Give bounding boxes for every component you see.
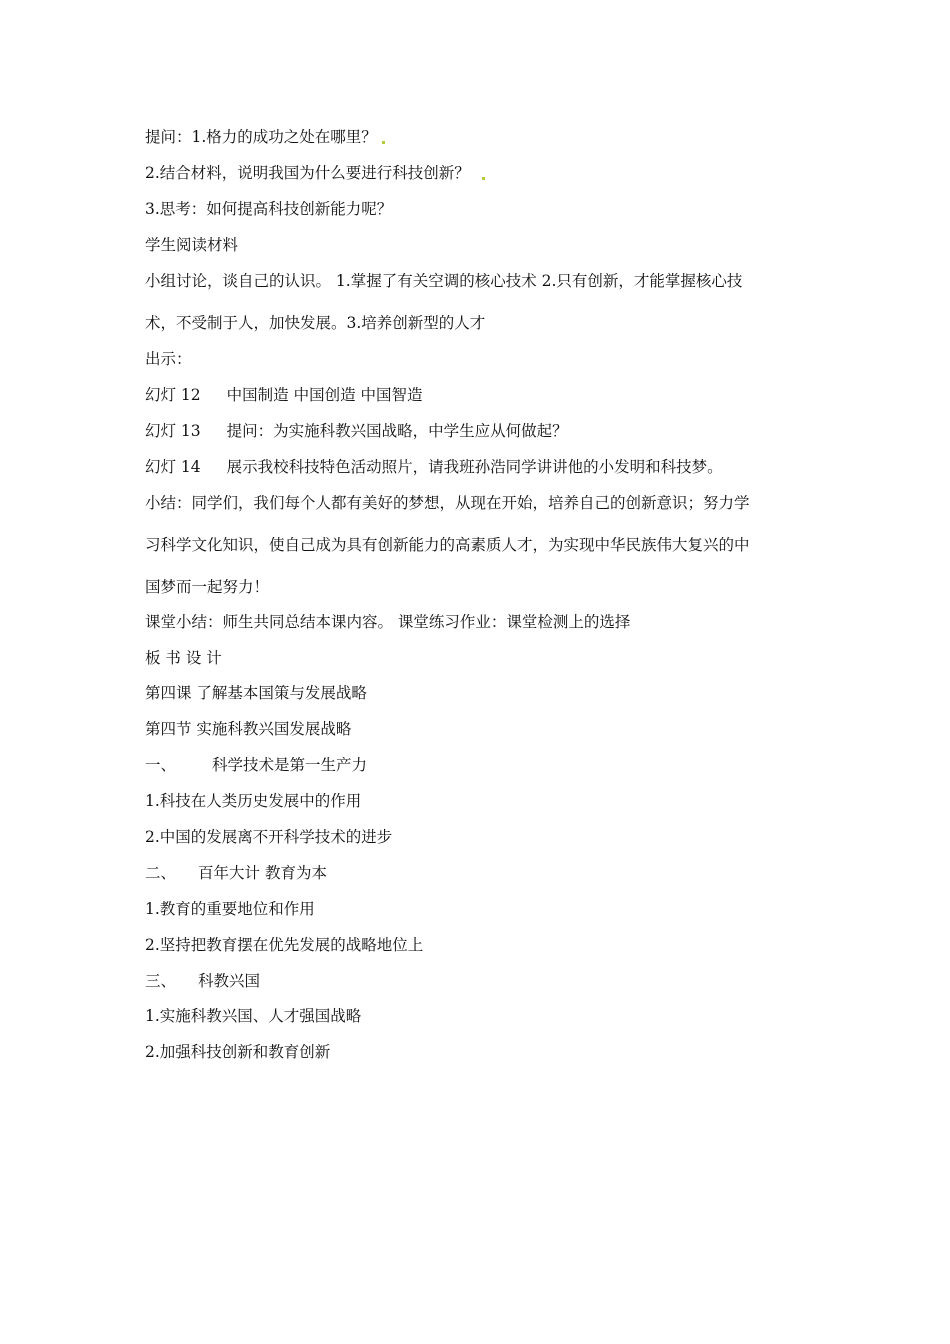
heading-2-text: 百年大计 教育为本 — [198, 864, 327, 882]
question-1-text: 提问：1.格力的成功之处在哪里？ — [145, 128, 377, 146]
summary-line-1: 小结：同学们，我们每个人都有美好的梦想，从现在开始，培养自己的创新意识；努力学 — [145, 494, 750, 512]
heading-2-line — [145, 863, 327, 883]
marker-dot — [482, 177, 485, 180]
slide-13-text: 提问：为实施科教兴国战略，中学生应从何做起？ — [226, 422, 568, 440]
slide-14-text: 展示我校科技特色活动照片，请我班孙浩同学讲讲他的小发明和科技梦。 — [226, 458, 723, 476]
heading-3-item-2: 2.加强科技创新和教育创新 — [145, 1043, 331, 1061]
slide-12-line — [145, 385, 423, 405]
heading-3-text: 科教兴国 — [198, 972, 261, 990]
heading-1-item-2: 2.中国的发展离不开科学技术的进步 — [145, 828, 393, 846]
question-1-line — [145, 127, 385, 147]
heading-2-item-2: 2.坚持把教育摆在优先发展的战略地位上 — [145, 936, 424, 954]
slide-13-label: 幻灯 13 — [145, 422, 201, 440]
heading-1-text: 科学技术是第一生产力 — [212, 756, 368, 774]
heading-3-line — [145, 971, 260, 991]
board-design-title: 板 书 设 计 — [145, 649, 222, 667]
class-summary-line: 课堂小结：师生共同总结本课内容。 课堂练习作业：课堂检测上的选择 — [145, 613, 631, 631]
slide-13-line — [145, 421, 568, 441]
lesson-title: 第四课 了解基本国策与发展战略 — [145, 684, 367, 702]
student-reading-line: 学生阅读材料 — [145, 236, 239, 254]
question-3-line: 3.思考：如何提高科技创新能力呢？ — [145, 200, 393, 218]
heading-1-item-1: 1.科技在人类历史发展中的作用 — [145, 792, 362, 810]
summary-line-2: 习科学文化知识，使自己成为具有创新能力的高素质人才，为实现中华民族伟大复兴的中 — [145, 536, 750, 554]
show-label: 出示： — [145, 350, 192, 368]
heading-2-item-1: 1.教育的重要地位和作用 — [145, 900, 315, 918]
question-2-line — [145, 163, 485, 183]
heading-3-item-1: 1.实施科教兴国、人才强国战略 — [145, 1007, 362, 1025]
heading-1-number: 一、 — [145, 756, 177, 774]
slide-14-line — [145, 457, 723, 477]
heading-2-number: 二、 — [145, 864, 177, 882]
group-discussion-line-2: 术，不受制于人，加快发展。3.培养创新型的人才 — [145, 314, 486, 332]
slide-14-label: 幻灯 14 — [145, 458, 201, 476]
slide-12-label: 幻灯 12 — [145, 386, 201, 404]
group-discussion-line-1: 小组讨论，谈自己的认识。 1.掌握了有关空调的核心技术 2.只有创新，才能掌握核心技 — [145, 272, 743, 290]
marker-dot — [382, 141, 385, 144]
heading-1-line — [145, 755, 367, 775]
heading-3-number: 三、 — [145, 972, 177, 990]
summary-line-3: 国梦而一起努力！ — [145, 578, 270, 596]
question-2-text: 2.结合材料，说明我国为什么要进行科技创新？ — [145, 164, 470, 182]
section-title: 第四节 实施科教兴国发展战略 — [145, 720, 352, 738]
slide-12-text: 中国制造 中国创造 中国智造 — [226, 386, 423, 404]
